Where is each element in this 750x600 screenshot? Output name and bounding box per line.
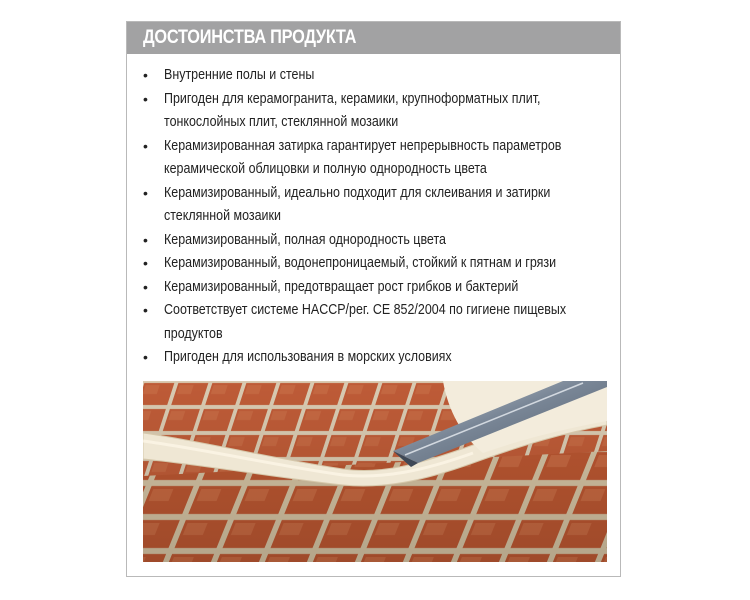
bullet-icon: • [143,302,148,318]
section-header [127,22,620,54]
bullet-icon: • [143,349,148,365]
list-item: • Керамизированный, идеально подходит для склеивания и затирки стеклянной мозаики [139,182,609,229]
list-item: • Керамизированный, полная однородность цвета [139,229,609,253]
bullet-icon: • [143,184,148,201]
bullet-icon: • [143,137,148,154]
section-title: ДОСТОИНСТВА ПРОДУКТА [143,27,357,48]
bullet-icon: • [143,255,148,271]
list-item: • Пригоден для керамогранита, керамики, крупноформатных плит, тонкослойных плит, стеклянной мозаики [139,88,609,135]
bullet-icon: • [143,67,148,83]
tile-grout-photo [143,381,607,562]
tile-grout-illustration [143,381,607,562]
list-item: • Пригоден для использования в морских условиях [139,346,609,370]
list-item: • Керамизированный, водонепроницаемый, стойкий к пятнам и грязи [139,252,609,276]
bullet-icon: • [143,278,148,295]
list-item: • Внутренние полы и стены [139,64,609,88]
list-item: • Соответствует системе HACCP/рег. CE 852/2004 по гигиене пищевых продуктов [139,299,609,346]
bullet-icon: • [143,90,148,107]
product-advantages-card [126,21,621,577]
list-item: • Керамизированный, предотвращает рост грибков и бактерий [139,276,609,300]
bullet-icon: • [143,231,148,248]
list-item: • Керамизированная затирка гарантирует непрерывность параметров керамической облицовки и полную однородность цвета [139,135,609,182]
features-list [139,64,609,370]
